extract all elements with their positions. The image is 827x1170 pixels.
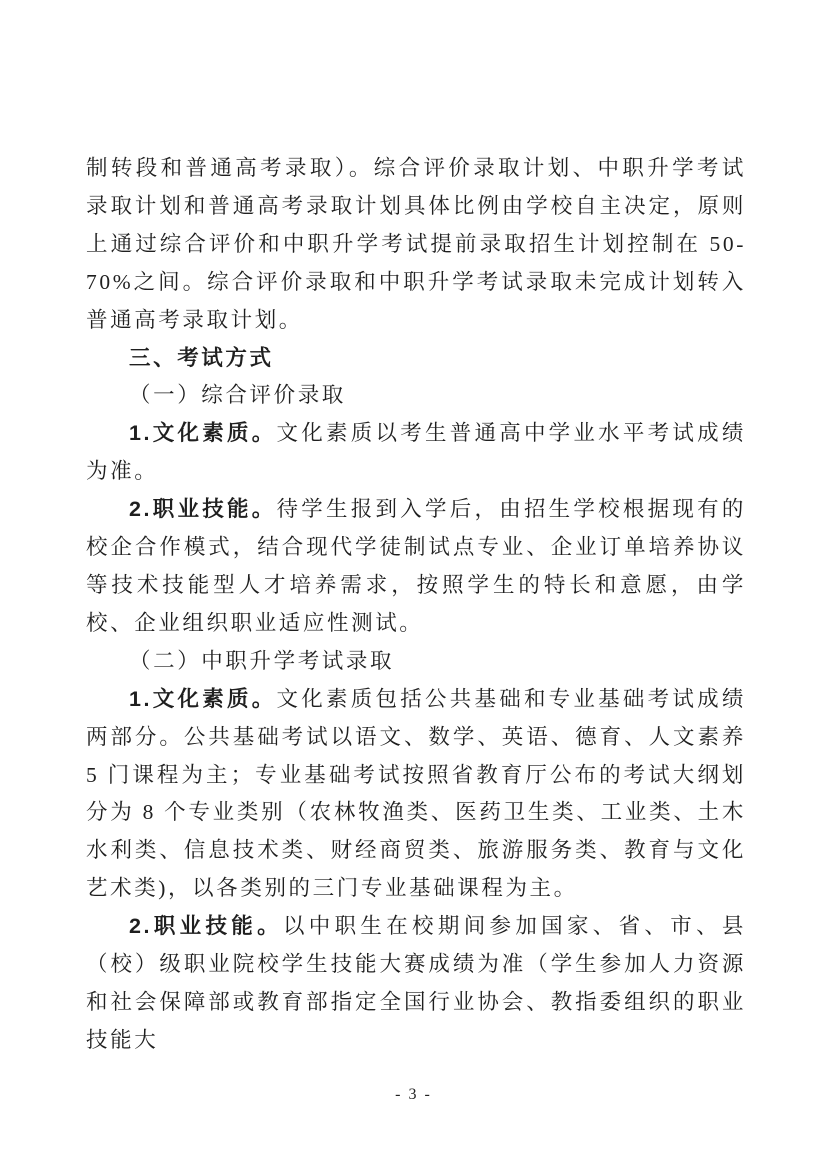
list-item-label: 2.职业技能。 [129, 497, 277, 522]
paragraph-vocational-skill-1 [86, 491, 746, 643]
subsection-heading-secondary-vocational-exam: （二）中职升学考试录取 [129, 648, 395, 673]
paragraph-vocational-skill-2 [86, 908, 746, 1060]
page-number: - 3 - [395, 1086, 432, 1103]
paragraph-text: 以中职生在校期间参加国家、省、市、县（校）级职业院校学生技能大赛成绩为准（学生参加人力资源和社会保障部或教育部指定全国行业协会、教指委组织的职业技能大 [86, 914, 746, 1052]
paragraph-continuation: 制转段和普通高考录取）。综合评价录取计划、中职升学考试录取计划和普通高考录取计划具体比例由学校自主决定，原则上通过综合评价和中职升学考试提前录取招生计划控制在 50-70%之间。综合评价录取和中职升学考试录取未完成计划转入普通高考录取计划。 [86, 156, 746, 332]
list-item-label: 1.文化素质。 [129, 421, 277, 446]
paragraph-text: 文化素质以考生普通高中学业水平考试成绩为准。 [86, 421, 746, 484]
list-item-label: 2.职业技能。 [129, 914, 283, 939]
paragraph-cultural-quality-2 [86, 681, 746, 908]
list-item-label: 1.文化素质。 [129, 686, 277, 711]
document-body [86, 150, 746, 1060]
paragraph-text: 文化素质包括公共基础和专业基础考试成绩两部分。公共基础考试以语文、数学、英语、德育、人文素养 5 门课程为主；专业基础考试按照省教育厅公布的考试大纲划分为 8 个专业类别（农林牧渔类、医药卫生类、工业类、土木水利类、信息技术类、财经商贸类、旅游服务类、教育与文化艺术类)，以各类别的三门专业基础课程为主。 [86, 686, 746, 901]
paragraph-text: 待学生报到入学后，由招生学校根据现有的校企合作模式，结合现代学徒制试点专业、企业订单培养协议等技术技能型人才培养需求，按照学生的特长和意愿，由学校、企业组织职业适应性测试。 [86, 497, 746, 635]
subsection-heading-comprehensive-evaluation: （一）综合评价录取 [129, 383, 346, 408]
paragraph-cultural-quality-1 [86, 415, 746, 491]
section-heading-exam-method: 三、考试方式 [129, 345, 274, 370]
